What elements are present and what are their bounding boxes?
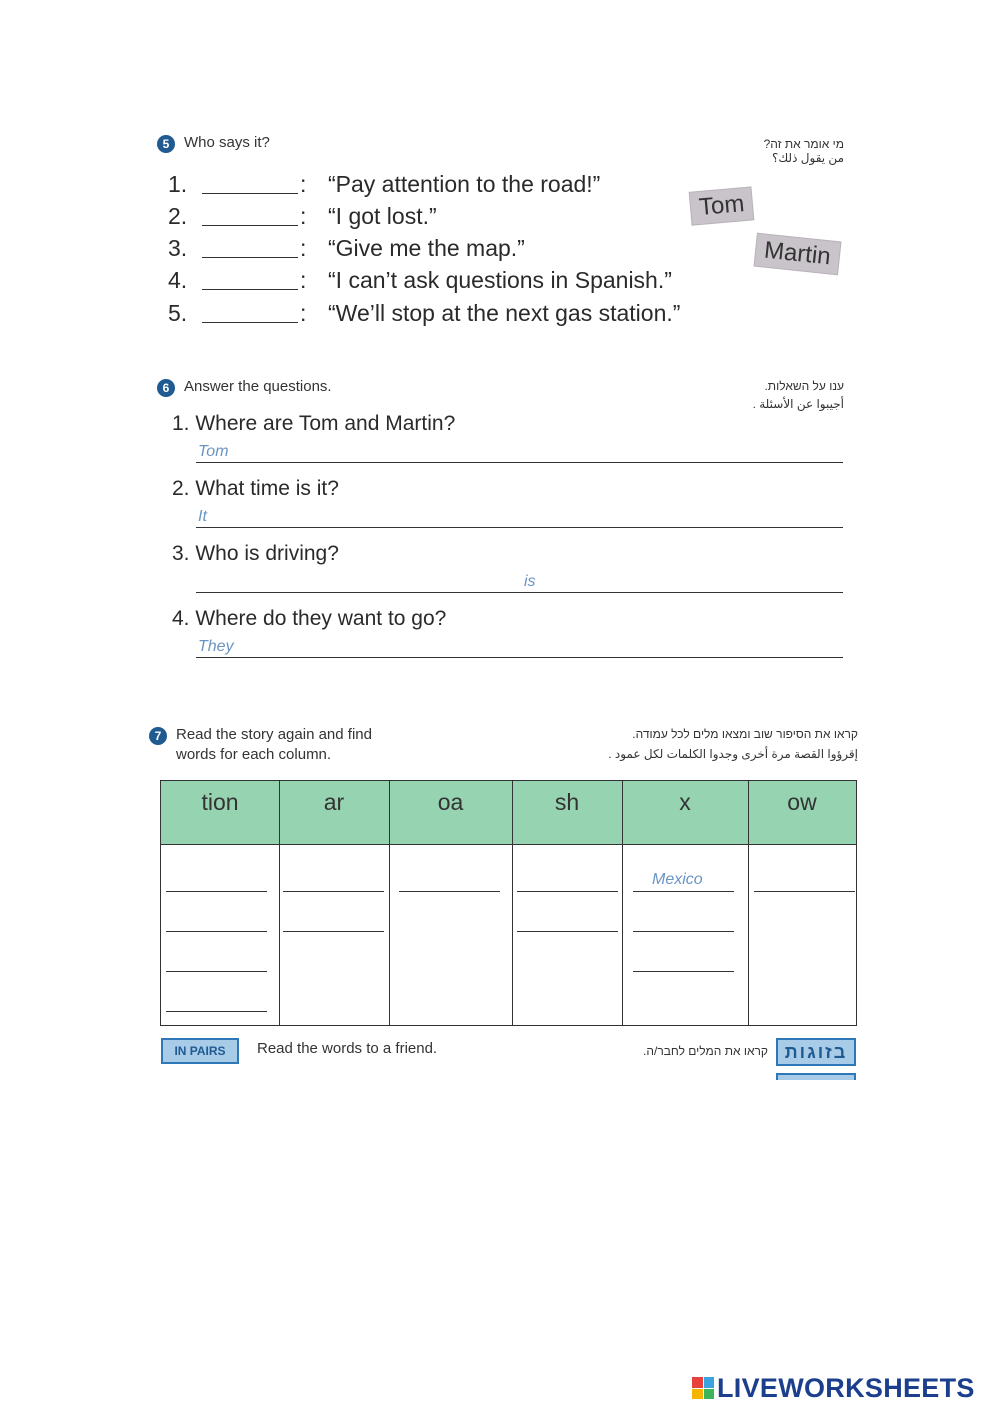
speaker-blank[interactable] (202, 257, 298, 258)
word-blank[interactable] (633, 891, 734, 892)
colon: : (300, 171, 307, 197)
pairs-instruction: Read the words to a friend. (257, 1040, 438, 1057)
quote-text: “Pay attention to the road!” (328, 171, 601, 197)
question-text: 4. Where do they want to go? (172, 607, 447, 630)
answer-line[interactable] (196, 657, 843, 658)
column-divider (389, 781, 390, 1025)
word-blank[interactable] (517, 931, 618, 932)
liveworksheets-logo (692, 1373, 975, 1403)
instruction-arabic: من يقول ذلك؟ (771, 151, 844, 165)
quote-text: “I got lost.” (328, 203, 437, 229)
draggable-card-tom[interactable]: Tom (690, 187, 754, 224)
instruction-hebrew: מי אומר את זה? (763, 137, 844, 151)
column-header-tion: tion (201, 789, 239, 815)
speaker-blank[interactable] (202, 322, 298, 323)
colon: : (300, 300, 307, 326)
quote-text: “I can’t ask questions in Spanish.” (328, 267, 672, 293)
instruction-arabic: إقرؤوا القصة مرة أخرى وجدوا الكلمات لكل عمود . (608, 747, 858, 761)
answer-line[interactable] (196, 527, 843, 528)
item-number: 5. (168, 300, 188, 326)
exercise-number-badge: 5 (157, 135, 175, 153)
word-blank[interactable] (399, 891, 500, 892)
colon: : (300, 235, 307, 261)
colon: : (300, 267, 307, 293)
exercise-instruction-line1: Read the story again and find (176, 726, 372, 743)
speaker-blank[interactable] (202, 289, 298, 290)
word-blank[interactable] (633, 931, 734, 932)
logo-text: LIVEWORKSHEETS (717, 1372, 975, 1403)
exercise-number-badge: 7 (149, 727, 167, 745)
word-blank[interactable] (166, 1011, 267, 1012)
in-pairs-label: IN PAIRS (161, 1038, 239, 1064)
word-blank[interactable] (166, 931, 267, 932)
draggable-card-martin[interactable]: Martin (755, 234, 841, 274)
answer-hint: is (524, 573, 536, 590)
question-text: 2. What time is it? (172, 477, 339, 500)
word-blank[interactable] (517, 891, 618, 892)
word-table (160, 780, 857, 1026)
instruction-hebrew: קראו את הסיפור שוב ומצאו מלים לכל עמודה. (632, 727, 858, 741)
pairs-instruction-hebrew: קראו את המלים לחבר/ה. (643, 1044, 768, 1058)
item-number: 2. (168, 203, 188, 229)
column-header-x: x (679, 789, 691, 815)
column-divider (279, 781, 280, 1025)
column-divider (748, 781, 749, 1025)
column-divider (512, 781, 513, 1025)
speaker-blank[interactable] (202, 225, 298, 226)
answer-line[interactable] (196, 462, 843, 463)
instruction-hebrew: ענו על השאלות. (764, 379, 844, 393)
exercise-instruction: Who says it? (184, 134, 270, 151)
answer-hint: It (198, 508, 207, 525)
exercise-instruction: Answer the questions. (184, 378, 332, 395)
answer-line[interactable] (196, 592, 843, 593)
column-header-oa: oa (437, 789, 464, 815)
instruction-arabic: أجيبوا عن الأسئلة . (752, 397, 844, 411)
item-number: 3. (168, 235, 188, 261)
item-number: 4. (168, 267, 188, 293)
word-blank[interactable] (283, 891, 384, 892)
word-blank[interactable] (166, 971, 267, 972)
colon: : (300, 203, 307, 229)
quote-text: “Give me the map.” (328, 235, 525, 261)
question-text: 1. Where are Tom and Martin? (172, 412, 456, 435)
word-blank[interactable] (283, 931, 384, 932)
column-divider (622, 781, 623, 1025)
speaker-blank[interactable] (202, 193, 298, 194)
in-pairs-label-hebrew: בזוגות (776, 1038, 856, 1066)
quote-text: “We’ll stop at the next gas station.” (328, 300, 681, 326)
answer-hint: They (198, 638, 234, 655)
answer-hint: Tom (198, 443, 229, 460)
exercise-number-badge: 6 (157, 379, 175, 397)
column-header-ow: ow (787, 789, 817, 815)
logo-icon (692, 1377, 714, 1399)
word-blank[interactable] (633, 971, 734, 972)
example-word: Mexico (652, 871, 703, 888)
column-header-ar: ar (323, 789, 345, 815)
question-text: 3. Who is driving? (172, 542, 339, 565)
word-blank[interactable] (166, 891, 267, 892)
column-header-sh: sh (554, 789, 580, 815)
cropped-label (776, 1073, 856, 1080)
exercise-instruction-line2: words for each column. (176, 746, 332, 763)
item-number: 1. (168, 171, 188, 197)
word-blank[interactable] (754, 891, 855, 892)
